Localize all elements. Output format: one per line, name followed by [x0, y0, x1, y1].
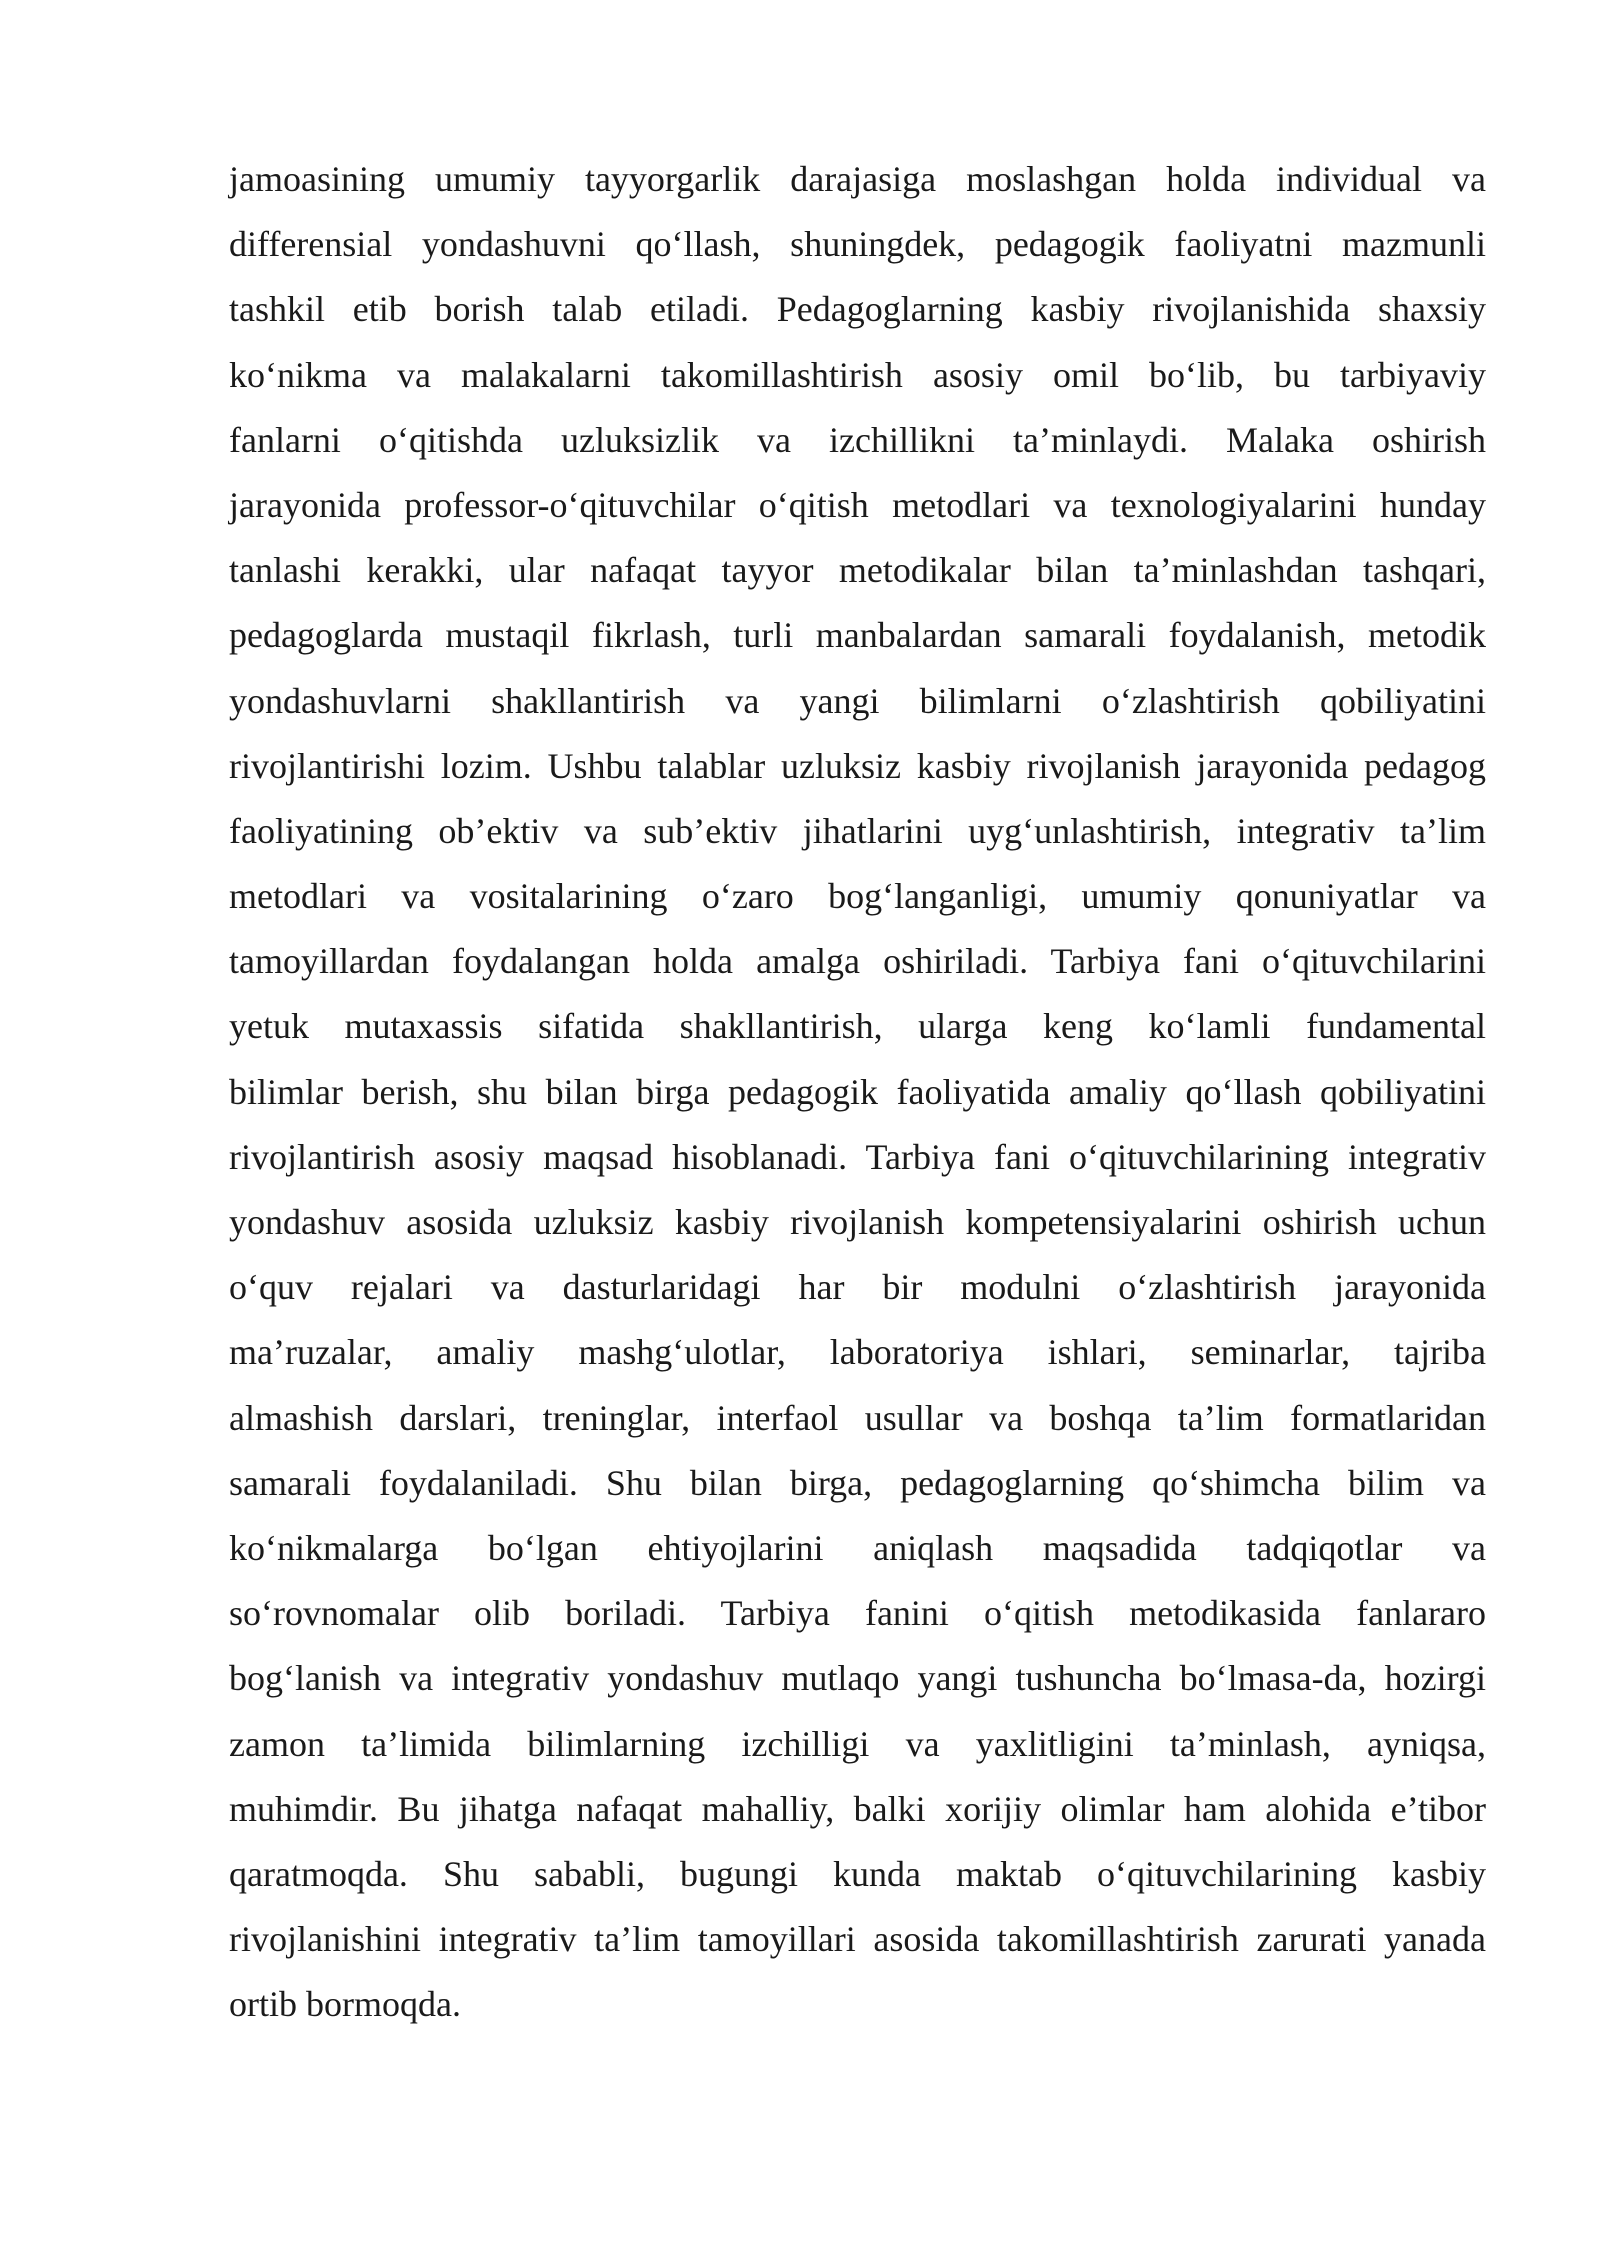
paragraph-line: rivojlantirishi lozim. Ushbu talablar uzluksiz kasbiy rivojlanish jarayonida pedagog [229, 745, 1486, 786]
paragraph-line: jarayonida professor-o‘qituvchilar o‘qitish metodlari va texnologiyalarini hunday [229, 484, 1486, 525]
paragraph-line: ko‘nikma va malakalarni takomillashtirish asosiy omil bo‘lib, bu tarbiyaviy [229, 354, 1486, 395]
paragraph-line: almashish darslari, treninglar, interfaol usullar va boshqa ta’lim formatlaridan [229, 1397, 1486, 1438]
paragraph-line: o‘quv rejalari va dasturlaridagi har bir modulni o‘zlashtirish jarayonida [229, 1267, 1486, 1308]
paragraph-line: rivojlanishini integrativ ta’lim tamoyillari asosida takomillashtirish zarurati yanada [229, 1919, 1486, 1960]
paragraph-line: zamon ta’limida bilimlarning izchilligi va yaxlitligini ta’minlash, ayniqsa, [229, 1723, 1486, 1764]
paragraph-line: muhimdir. Bu jihatga nafaqat mahalliy, balki xorijiy olimlar ham alohida e’tibor [229, 1788, 1486, 1829]
paragraph-line: metodlari va vositalarining o‘zaro bog‘langanligi, umumiy qonuniyatlar va [229, 876, 1486, 917]
paragraph-line: yetuk mutaxassis sifatida shakllantirish, ularga keng ko‘lamli fundamental [229, 1006, 1486, 1047]
paragraph-line: ko‘nikmalarga bo‘lgan ehtiyojlarini aniqlash maqsadida tadqiqotlar va [229, 1527, 1486, 1568]
paragraph-line: yondashuvlarni shakllantirish va yangi bilimlarni o‘zlashtirish qobiliyatini [229, 680, 1486, 721]
paragraph-line: tamoyillardan foydalangan holda amalga oshiriladi. Tarbiya fani o‘qituvchilarini [229, 941, 1486, 982]
paragraph-line: jamoasining umumiy tayyorgarlik darajasiga moslashgan holda individual va [229, 159, 1486, 199]
paragraph-line: ortib bormoqda. [229, 1984, 461, 2025]
paragraph-line: pedagoglarda mustaqil fikrlash, turli manbalardan samarali foydalanish, metodik [229, 615, 1486, 656]
paragraph-line: rivojlantirish asosiy maqsad hisoblanadi. Tarbiya fani o‘qituvchilarining integrativ [229, 1136, 1486, 1177]
paragraph-line: qaratmoqda. Shu sababli, bugungi kunda maktab o‘qituvchilarining kasbiy [229, 1853, 1486, 1894]
body-paragraph [229, 147, 1486, 2037]
paragraph-line: differensial yondashuvni qo‘llash, shuningdek, pedagogik faoliyatni mazmunli [229, 224, 1486, 265]
paragraph-line: yondashuv asosida uzluksiz kasbiy rivojlanish kompetensiyalarini oshirish uchun [229, 1202, 1486, 1242]
paragraph-line: samarali foydalaniladi. Shu bilan birga, pedagoglarning qo‘shimcha bilim va [229, 1462, 1486, 1503]
paragraph-line: ma’ruzalar, amaliy mashg‘ulotlar, laboratoriya ishlari, seminarlar, tajriba [229, 1332, 1486, 1373]
paragraph-line: fanlarni o‘qitishda uzluksizlik va izchillikni ta’minlaydi. Malaka oshirish [229, 419, 1486, 460]
paragraph-line: tashkil etib borish talab etiladi. Pedagoglarning kasbiy rivojlanishida shaxsiy [229, 289, 1486, 330]
paragraph-line: bilimlar berish, shu bilan birga pedagogik faoliyatida amaliy qo‘llash qobiliyatini [229, 1071, 1486, 1112]
paragraph-line: bog‘lanish va integrativ yondashuv mutlaqo yangi tushuncha bo‘lmasa-da, hozirgi [229, 1658, 1486, 1699]
paragraph-line: so‘rovnomalar olib boriladi. Tarbiya fanini o‘qitish metodikasida fanlararo [229, 1593, 1486, 1634]
paragraph-line: tanlashi kerakki, ular nafaqat tayyor metodikalar bilan ta’minlashdan tashqari, [229, 550, 1486, 591]
paragraph-line: faoliyatining ob’ektiv va sub’ektiv jihatlarini uyg‘unlashtirish, integrativ ta’lim [229, 810, 1486, 851]
